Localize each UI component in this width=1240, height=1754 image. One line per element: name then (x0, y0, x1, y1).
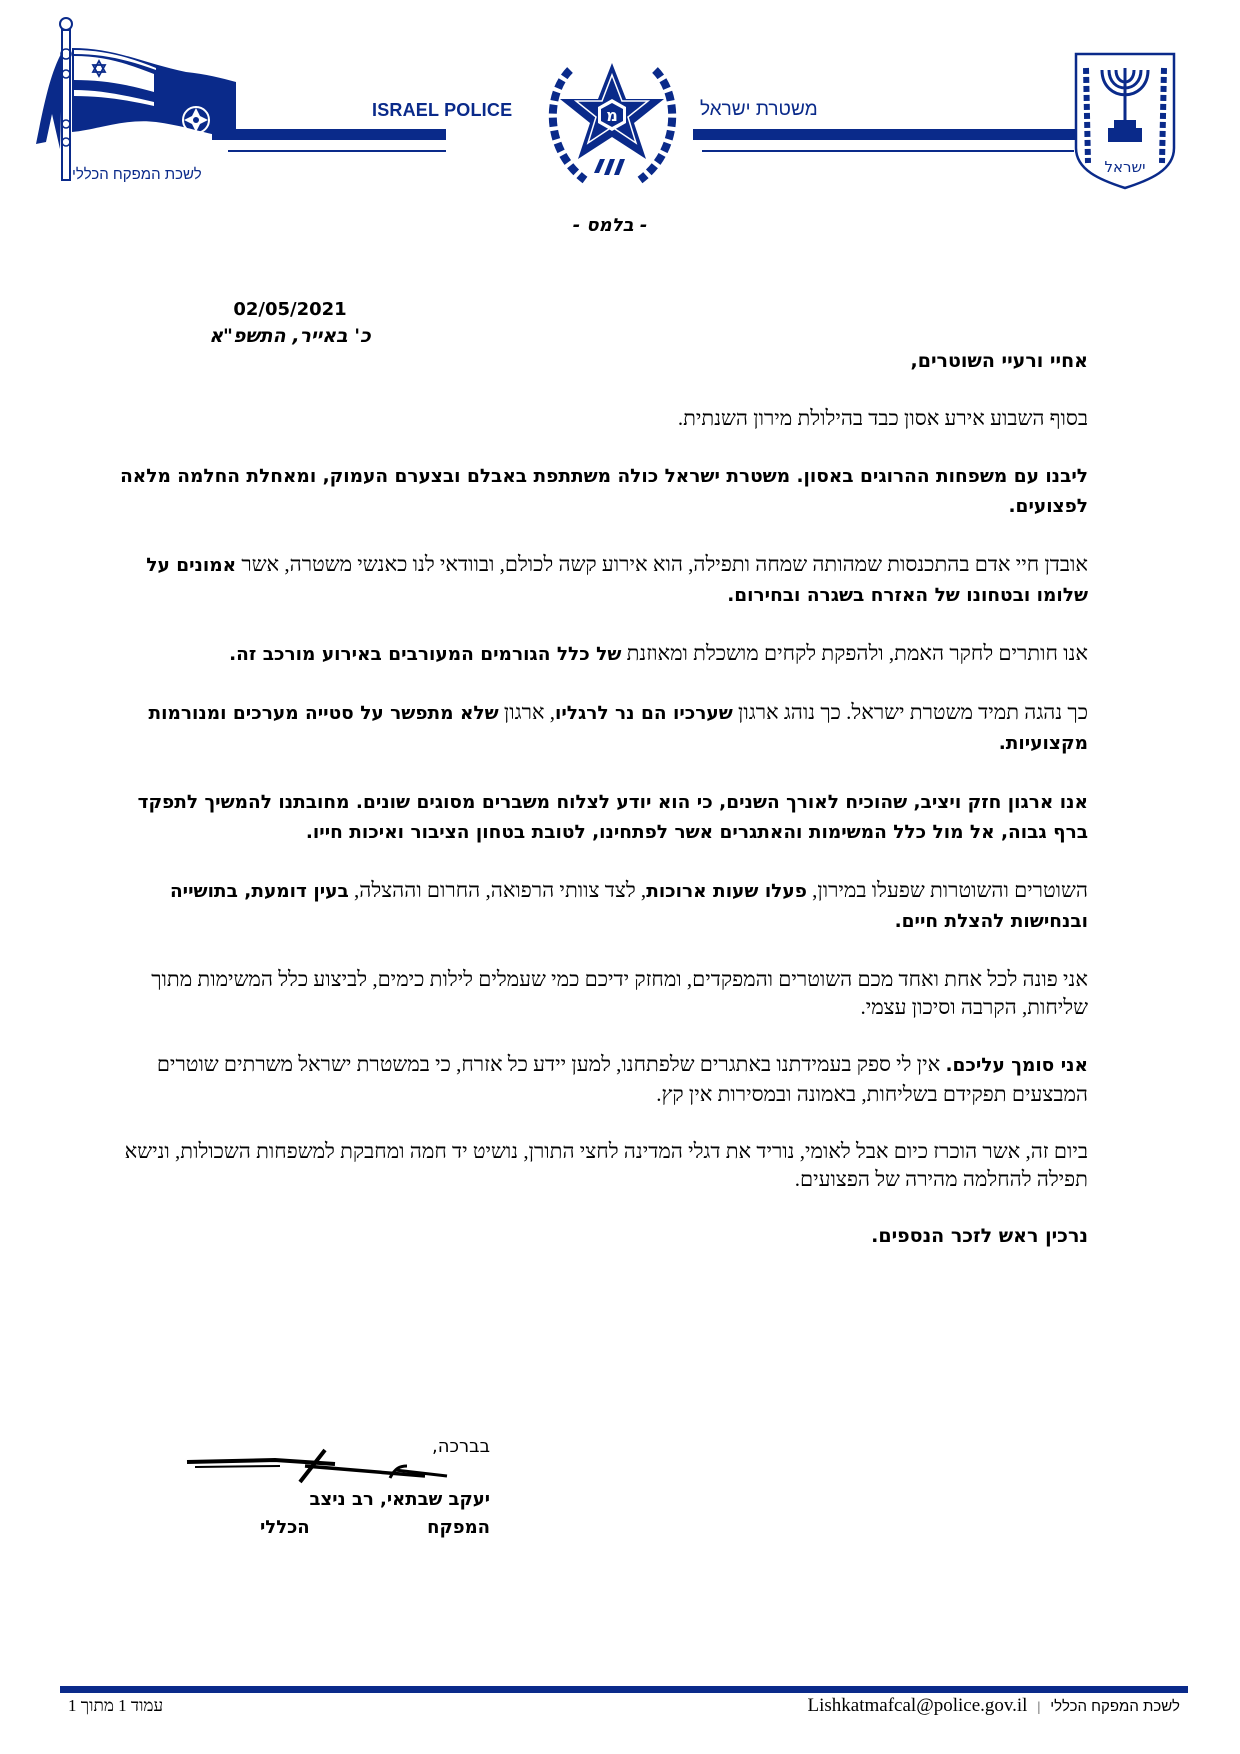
letter-paragraph (120, 1050, 1088, 1108)
text-segment: בסוף השבוע אירע אסון כבד בהילולת מירון השנתית. (677, 406, 1088, 430)
text-segment: ביום זה, אשר הוכרז כיום אבל לאומי, נוריד את דגלי המדינה לחצי התורן, נושיט יד חמה ומחבקת למשפחות השכולות, ונישא תפילה להחלמה מהירה של הפצועים. (124, 1139, 1088, 1191)
text-segment: כך נהגה תמיד משטרת ישראל. כך נוהג ארגון (732, 700, 1088, 724)
office-caption: לשכת המפקח הכללי (72, 166, 202, 183)
signatory-title-word-1: המפקח (427, 1517, 490, 1538)
closing-line: נרכין ראש לזכר הנספים. (871, 1225, 1088, 1247)
text-segment: , לצד צוותי הרפואה, החרום וההצלה, (348, 878, 647, 902)
letter-paragraphs (120, 404, 1088, 1193)
text-segment: , ארגון (498, 700, 555, 724)
salutation: אחיי ורעיי השוטרים, (910, 350, 1088, 372)
bold-text-segment: שערכיו הם נר לרגליו (554, 703, 733, 724)
org-name-he: משטרת ישראל (700, 99, 818, 120)
bold-text-segment: ליבנו עם משפחות ההרוגים באסון. משטרת ישראל כולה משתתפת באבלם ובצערם העמוק, ומאחלת החלמה מלאה לפצועים. (120, 466, 1088, 517)
footer-email-link[interactable]: Lishkatmafcal@police.gov.il (807, 1695, 1028, 1716)
letter-paragraph (120, 965, 1088, 1021)
text-segment: אין לי ספק בעמידתנו באתגרים שלפתחנו, למען יידע כל אזרח, כי במשטרת ישראל משרתים שוטרים המבצעים תפקידם בשליחות, באמונה ובמסירות אין קץ. (156, 1052, 1088, 1106)
header-rule-thick-right (693, 129, 1083, 140)
letter-paragraph (120, 461, 1088, 521)
org-name-en: ISRAEL POLICE (372, 100, 513, 120)
bold-text-segment: אני סומך עליכם. (945, 1055, 1088, 1076)
bold-text-segment: אמונים על שלומו ובטחונו של האזרח בשגרה ובחירום. (146, 555, 1088, 606)
text-segment: אני פונה לכל אחת ואחד מכם השוטרים והמפקדים, ומחזק ידיכם כמי שעמלים לילות כימים, לביצוע כלל המשימות מתוך שליחות, הקרבה וסיכון עצמי. (151, 967, 1088, 1019)
date-hebrew: כ' באייר, התשפ"א (209, 325, 371, 347)
letter-paragraph (120, 1137, 1088, 1193)
header-rule-thin-right (702, 150, 1074, 152)
signature-greeting: בברכה, (432, 1436, 490, 1457)
letter-paragraph (120, 876, 1088, 936)
letter-paragraph (120, 698, 1088, 758)
bold-text-segment: של כלל הגורמים המעורבים באירוע מורכב זה. (229, 644, 622, 665)
date-block (180, 297, 400, 349)
handwritten-signature (185, 1440, 455, 1490)
letter-body (120, 347, 1088, 1279)
text-segment: אובדן חיי אדם בהתכנסות שמהותה שמחה ותפילה, הוא אירוע קשה לכולם, ובוודאי לנו כאנשי משטרה, אשר (236, 552, 1088, 576)
classification-label: - בלמס - (572, 215, 648, 236)
footer-separator: | (1037, 1700, 1041, 1715)
signatory-title (260, 1514, 490, 1542)
bold-text-segment: בעין דומעת, בתושייה ובנחישות להצלת חיים. (169, 881, 1088, 932)
footer-office: לשכת המפקח הכללי (1050, 1698, 1180, 1715)
letter-paragraph (120, 404, 1088, 432)
footer-rule (60, 1686, 1188, 1693)
bold-text-segment: אנו ארגון חזק ויציב, שהוכיח לאורך השנים, כי הוא יודע לצלוח משברים מסוגים שונים. מחובתנו להמשיך לתפקד ברף גבוה, אל מול כלל המשימות והאתגרים אשר לפתחינו, לטובת בטחון הציבור ואיכות חייו. (137, 792, 1088, 843)
signatory-title-word-2: הכללי (260, 1517, 310, 1538)
emblem-text: ישראל (1104, 158, 1146, 176)
text-segment: אנו חותרים לחקר האמת, ולהפקת לקחים מושכלת ומאוזנת (621, 641, 1088, 665)
header-rule-thin-left (228, 150, 446, 152)
badge-letter: מ (606, 106, 618, 125)
letter-paragraph (120, 639, 1088, 669)
letter-paragraph (120, 787, 1088, 847)
commissioner-flag-logo (36, 14, 236, 184)
header-rule-thick-left (212, 129, 446, 140)
bold-text-segment: פעלו שעות ארוכות (646, 881, 807, 902)
text-segment: השוטרים והשוטרות שפעלו במירון, (806, 878, 1088, 902)
state-emblem-menorah (1070, 48, 1180, 190)
israel-police-badge (540, 55, 685, 195)
bold-text-segment: שלא מתפשר על סטייה מערכים ומנורמות מקצועיות. (148, 703, 1088, 754)
page-number: עמוד 1 מתוך 1 (68, 1696, 164, 1715)
signatory-name-rank: יעקב שבתאי, רב ניצב (309, 1489, 490, 1510)
date-gregorian: 02/05/2021 (233, 299, 347, 320)
footer-contact (770, 1695, 1180, 1717)
letter-paragraph (120, 550, 1088, 610)
